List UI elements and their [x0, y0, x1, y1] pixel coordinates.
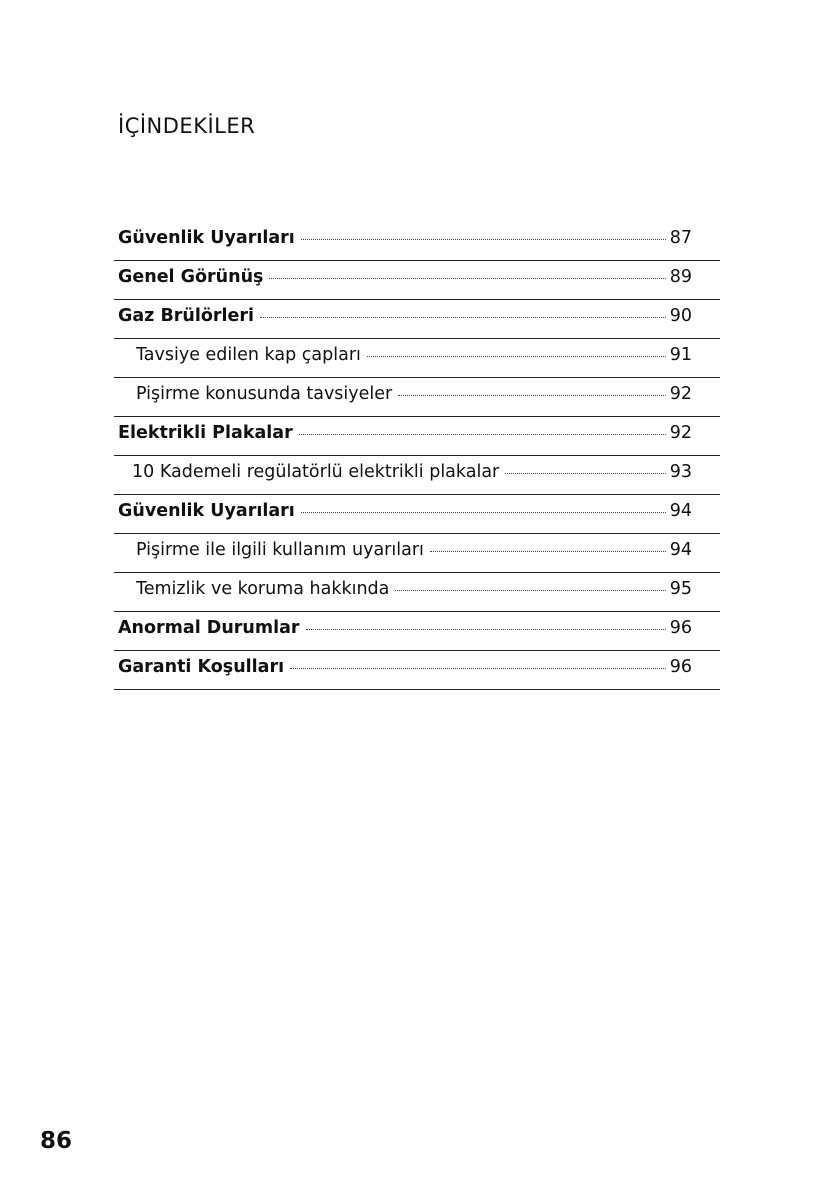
toc-entry-page: 95: [669, 579, 692, 599]
dot-leader: [301, 239, 666, 240]
toc-entry-page: 96: [669, 618, 692, 638]
toc-entry-label: Anormal Durumlar: [118, 618, 300, 638]
toc-entry-label: Temizlik ve koruma hakkında: [136, 579, 390, 599]
page-number: 86: [40, 1128, 73, 1154]
toc-entry-page: 92: [669, 384, 692, 404]
toc-entry[interactable]: [114, 261, 720, 300]
dot-leader: [395, 590, 666, 591]
toc-entry-page: 92: [669, 423, 692, 443]
toc-entry-label: Garanti Koşulları: [118, 657, 285, 677]
toc-entry-page: 90: [669, 306, 692, 326]
toc-entry-label: 10 Kademeli regülatörlü elektrikli plakalar: [132, 462, 500, 482]
toc-entry-page: 94: [669, 540, 692, 560]
toc-entry-label: Pişirme ile ilgili kullanım uyarıları: [136, 540, 424, 560]
toc-entry-label: Tavsiye edilen kap çapları: [136, 345, 361, 365]
dot-leader: [260, 317, 666, 318]
dot-leader: [290, 668, 666, 669]
toc-entry[interactable]: [114, 495, 720, 534]
toc-entry[interactable]: [114, 339, 720, 378]
dot-leader: [367, 356, 666, 357]
toc-entry-page: 87: [669, 228, 692, 248]
dot-leader: [299, 434, 666, 435]
toc-entry-page: 96: [669, 657, 692, 677]
dot-leader: [505, 473, 666, 474]
toc-entry-label: Gaz Brülörleri: [118, 306, 255, 326]
toc-entry-page: 89: [669, 267, 692, 287]
toc-entry[interactable]: [114, 222, 720, 261]
page-title: İÇİNDEKİLER: [118, 114, 256, 139]
table-of-contents: [114, 222, 720, 690]
toc-entry[interactable]: [114, 417, 720, 456]
toc-entry-label: Genel Görünüş: [118, 267, 264, 287]
toc-entry-page: 93: [669, 462, 692, 482]
dot-leader: [430, 551, 666, 552]
dot-leader: [269, 278, 666, 279]
toc-entry[interactable]: [114, 651, 720, 690]
toc-entry-page: 91: [669, 345, 692, 365]
toc-entry[interactable]: [114, 612, 720, 651]
toc-entry-page: 94: [669, 501, 692, 521]
toc-entry-label: Güvenlik Uyarıları: [118, 501, 295, 521]
toc-entry-label: Pişirme konusunda tavsiyeler: [136, 384, 393, 404]
toc-entry-label: Güvenlik Uyarıları: [118, 228, 295, 248]
toc-entry[interactable]: [114, 300, 720, 339]
dot-leader: [306, 629, 666, 630]
toc-entry-label: Elektrikli Plakalar: [118, 423, 293, 443]
dot-leader: [398, 395, 666, 396]
toc-entry[interactable]: [114, 456, 720, 495]
toc-entry[interactable]: [114, 534, 720, 573]
dot-leader: [301, 512, 666, 513]
toc-entry[interactable]: [114, 378, 720, 417]
toc-entry[interactable]: [114, 573, 720, 612]
